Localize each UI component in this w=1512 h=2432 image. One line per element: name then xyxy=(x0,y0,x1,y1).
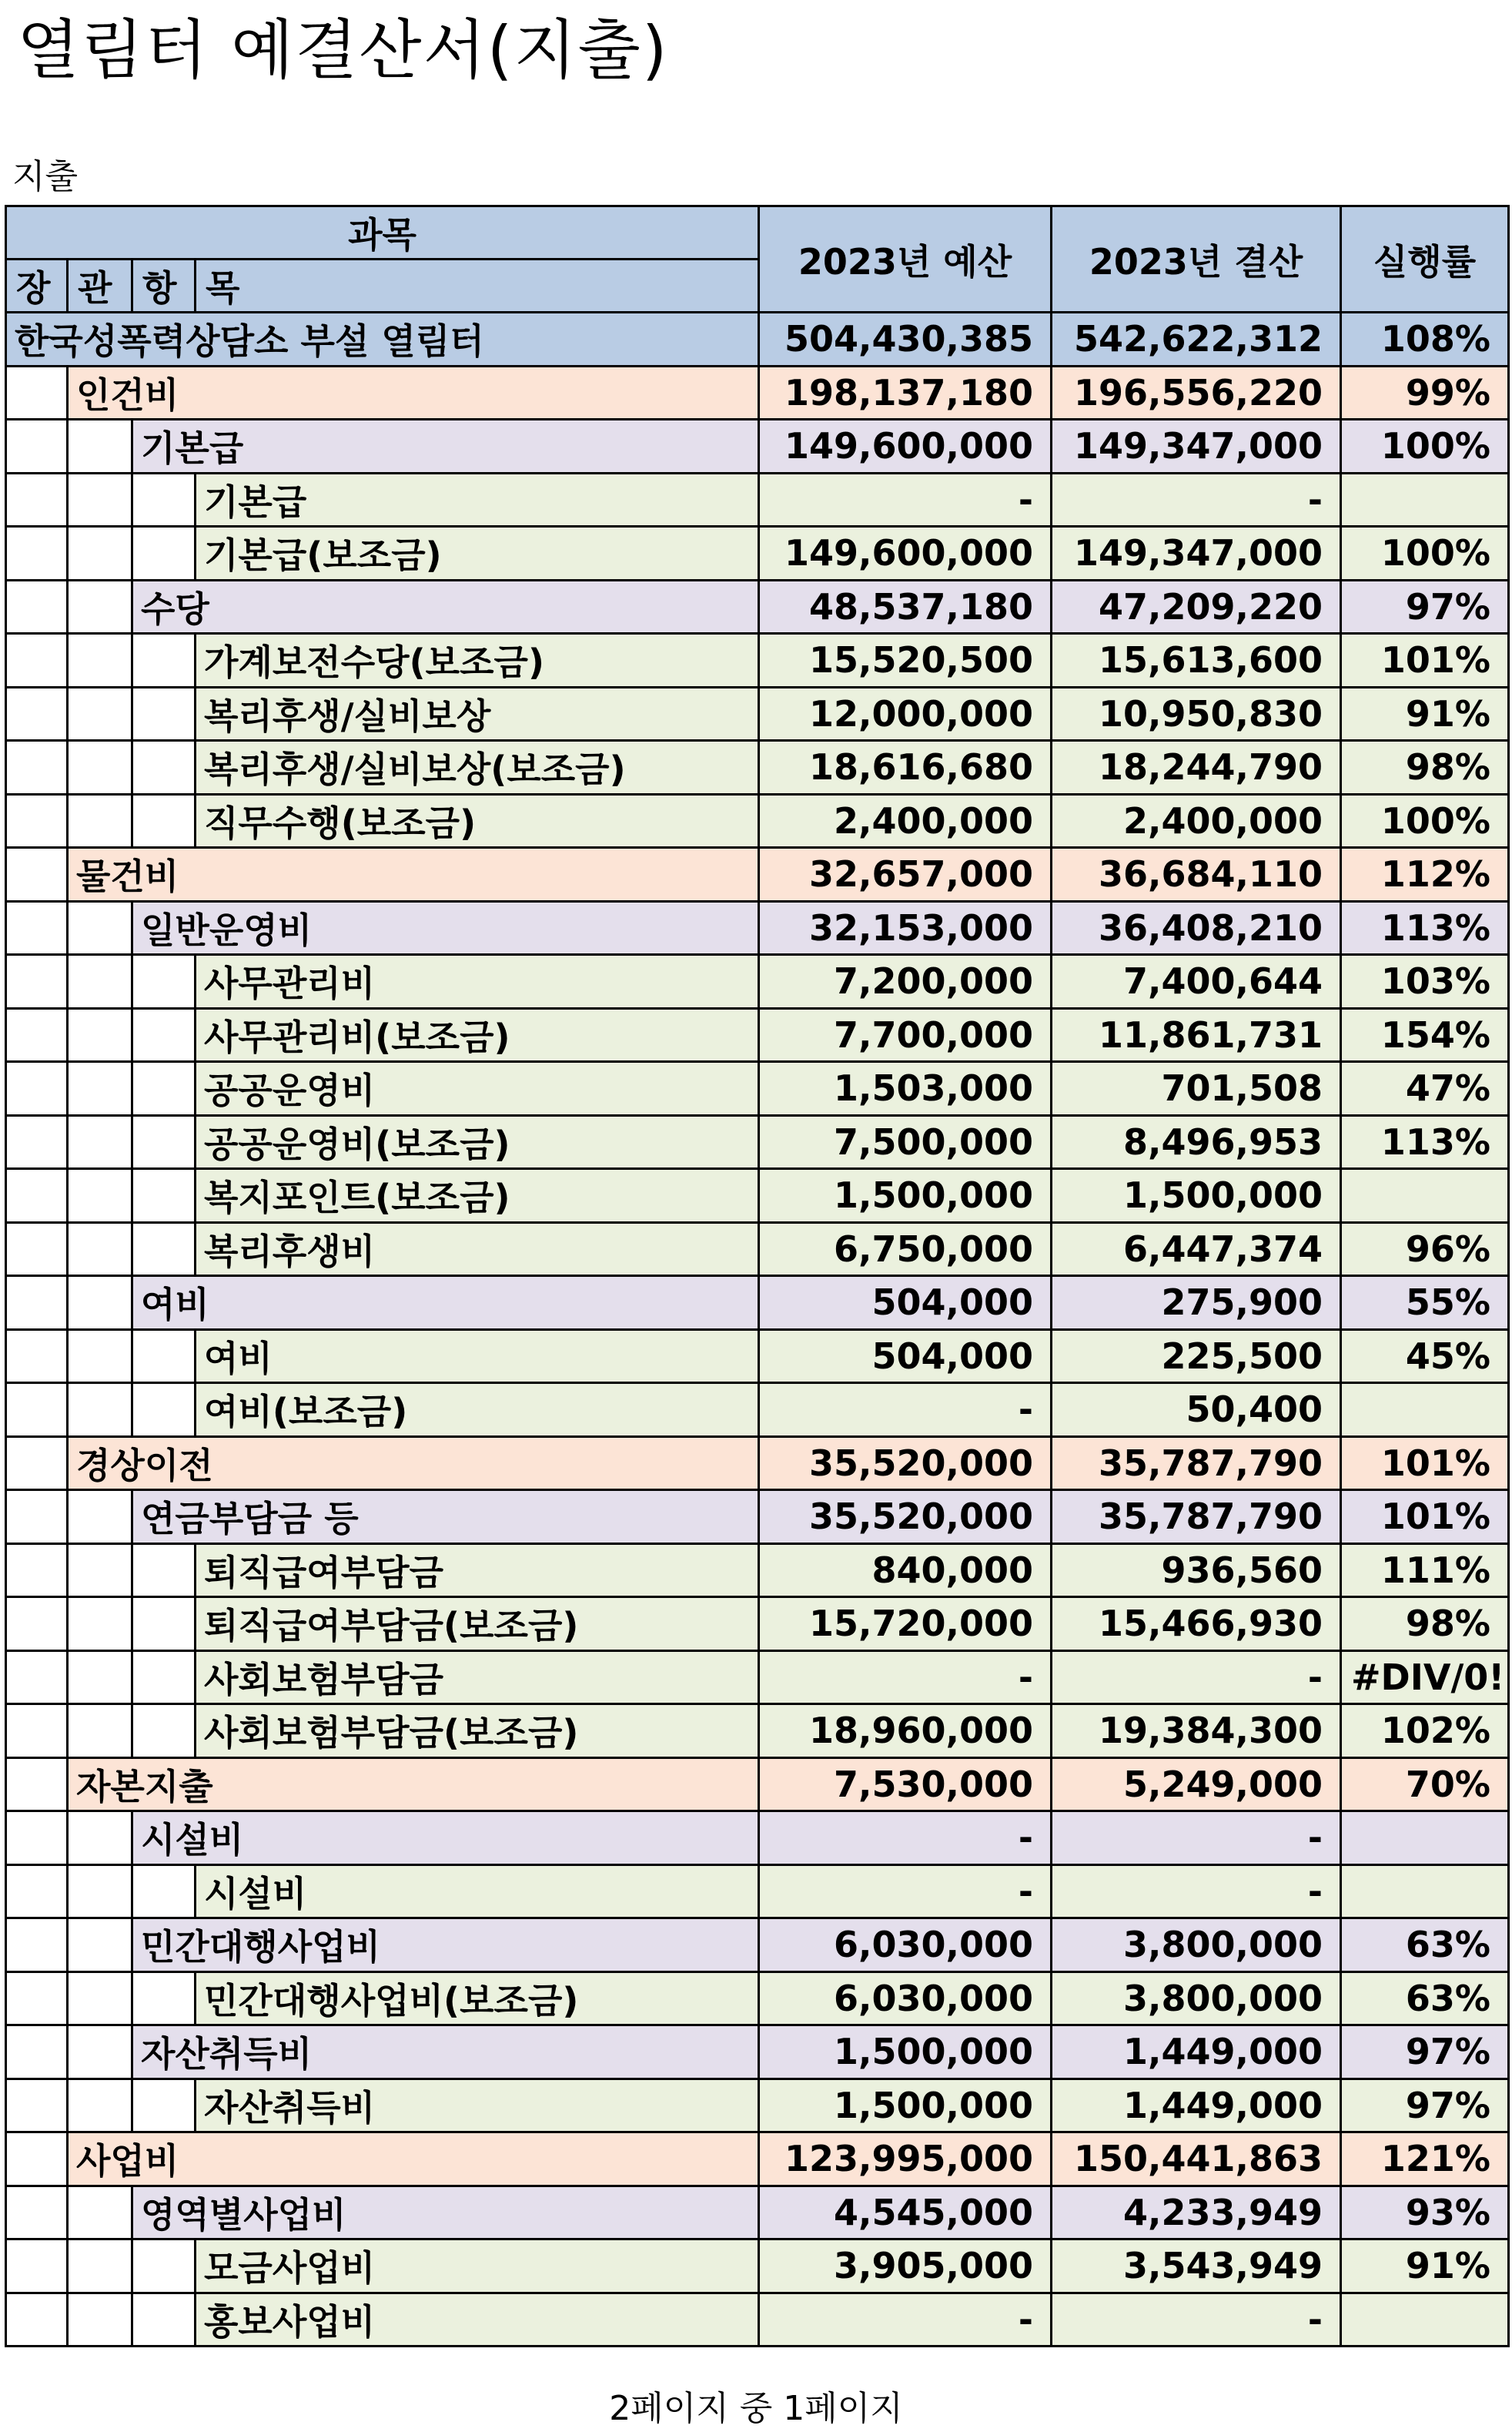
page-title: 열림터 예결산서(지출) xyxy=(17,12,669,88)
settlement-value: - xyxy=(1052,2293,1341,2347)
indent-cell xyxy=(68,1115,132,1169)
indent-cell xyxy=(68,2186,132,2239)
indent-cell xyxy=(68,1383,132,1437)
indent-cell xyxy=(6,1329,68,1383)
budget-value: 3,905,000 xyxy=(759,2239,1052,2293)
indent-cell xyxy=(132,1008,196,1062)
indent-cell xyxy=(68,1971,132,2025)
table-row xyxy=(6,1864,1509,1918)
execution-rate: 108% xyxy=(1341,313,1509,367)
account-name: 복리후생비 xyxy=(196,1222,759,1276)
settlement-value: - xyxy=(1052,1864,1341,1918)
indent-cell xyxy=(6,741,68,795)
indent-cell xyxy=(6,634,68,688)
indent-cell xyxy=(132,741,196,795)
indent-cell xyxy=(6,2132,68,2186)
settlement-value: 5,249,000 xyxy=(1052,1757,1341,1811)
table-row xyxy=(6,1704,1509,1758)
table-row xyxy=(6,1115,1509,1169)
table-row xyxy=(6,366,1509,420)
settlement-value: 150,441,863 xyxy=(1052,2132,1341,2186)
table-row xyxy=(6,1436,1509,1490)
execution-rate xyxy=(1341,1864,1509,1918)
account-name: 일반운영비 xyxy=(132,901,759,955)
settlement-value: 36,684,110 xyxy=(1052,848,1341,902)
budget-header: 2023년 예산 xyxy=(759,206,1052,313)
budget-table-body xyxy=(6,313,1509,2347)
indent-cell xyxy=(68,1222,132,1276)
budget-value: 32,153,000 xyxy=(759,901,1052,955)
settlement-value: 50,400 xyxy=(1052,1383,1341,1437)
budget-value: 18,616,680 xyxy=(759,741,1052,795)
account-name: 퇴직급여부담금 xyxy=(196,1543,759,1597)
table-row xyxy=(6,2293,1509,2347)
budget-value: 7,530,000 xyxy=(759,1757,1052,1811)
account-name: 사무관리비 xyxy=(196,955,759,1009)
indent-cell xyxy=(6,2239,68,2293)
indent-cell xyxy=(132,1597,196,1651)
table-row xyxy=(6,2025,1509,2079)
account-name: 기본급(보조금) xyxy=(196,527,759,581)
indent-cell xyxy=(132,2079,196,2132)
account-name: 민간대행사업비 xyxy=(132,1918,759,1972)
indent-cell xyxy=(6,1490,68,1544)
indent-cell xyxy=(6,2186,68,2239)
indent-cell xyxy=(132,1543,196,1597)
account-name: 퇴직급여부담금(보조금) xyxy=(196,1597,759,1651)
indent-cell xyxy=(132,1062,196,1116)
account-name: 인건비 xyxy=(68,366,759,420)
jang-header: 장 xyxy=(6,260,68,313)
account-name: 시설비 xyxy=(132,1811,759,1865)
indent-cell xyxy=(6,1115,68,1169)
indent-cell xyxy=(6,1811,68,1865)
indent-cell xyxy=(6,1918,68,1972)
settlement-value: 542,622,312 xyxy=(1052,313,1341,367)
budget-value: - xyxy=(759,1864,1052,1918)
budget-value: - xyxy=(759,1650,1052,1704)
execution-rate: 63% xyxy=(1341,1971,1509,2025)
indent-cell xyxy=(68,1276,132,1330)
table-row xyxy=(6,1062,1509,1116)
execution-rate: 98% xyxy=(1341,741,1509,795)
budget-value: 6,030,000 xyxy=(759,1918,1052,1972)
indent-cell xyxy=(68,1918,132,1972)
table-row xyxy=(6,2132,1509,2186)
indent-cell xyxy=(132,1329,196,1383)
indent-cell xyxy=(68,955,132,1009)
settlement-value: 19,384,300 xyxy=(1052,1704,1341,1758)
execution-rate: 63% xyxy=(1341,1918,1509,1972)
indent-cell xyxy=(6,2079,68,2132)
settlement-value: 2,400,000 xyxy=(1052,794,1341,848)
settlement-value: 1,500,000 xyxy=(1052,1169,1341,1223)
table-row xyxy=(6,634,1509,688)
rate-header: 실행률 xyxy=(1341,206,1509,313)
execution-rate: 97% xyxy=(1341,2025,1509,2079)
table-row xyxy=(6,1543,1509,1597)
budget-value: - xyxy=(759,1383,1052,1437)
settlement-value: 149,347,000 xyxy=(1052,420,1341,474)
indent-cell xyxy=(68,527,132,581)
execution-rate: 91% xyxy=(1341,687,1509,741)
indent-cell xyxy=(68,794,132,848)
account-name: 시설비 xyxy=(196,1864,759,1918)
table-row xyxy=(6,848,1509,902)
execution-rate: 55% xyxy=(1341,1276,1509,1330)
gwan-header: 관 xyxy=(68,260,132,313)
budget-value: 1,500,000 xyxy=(759,2025,1052,2079)
account-name: 직무수행(보조금) xyxy=(196,794,759,848)
table-row xyxy=(6,1490,1509,1544)
settlement-value: - xyxy=(1052,473,1341,527)
budget-value: - xyxy=(759,2293,1052,2347)
indent-cell xyxy=(6,1383,68,1437)
settlement-value: - xyxy=(1052,1811,1341,1865)
indent-cell xyxy=(132,1650,196,1704)
account-name: 여비 xyxy=(132,1276,759,1330)
execution-rate: #DIV/0! xyxy=(1341,1650,1509,1704)
account-name: 수당 xyxy=(132,580,759,634)
table-row xyxy=(6,1918,1509,1972)
indent-cell xyxy=(68,1811,132,1865)
table-row xyxy=(6,901,1509,955)
indent-cell xyxy=(68,2239,132,2293)
indent-cell xyxy=(68,741,132,795)
budget-value: 6,030,000 xyxy=(759,1971,1052,2025)
execution-rate: 121% xyxy=(1341,2132,1509,2186)
execution-rate: 96% xyxy=(1341,1222,1509,1276)
table-row xyxy=(6,794,1509,848)
indent-cell xyxy=(6,901,68,955)
account-name: 복리후생/실비보상 xyxy=(196,687,759,741)
budget-value: 4,545,000 xyxy=(759,2186,1052,2239)
indent-cell xyxy=(132,1864,196,1918)
indent-cell xyxy=(6,580,68,634)
settlement-value: 36,408,210 xyxy=(1052,901,1341,955)
account-name: 홍보사업비 xyxy=(196,2293,759,2347)
execution-rate: 101% xyxy=(1341,1436,1509,1490)
settlement-value: 225,500 xyxy=(1052,1329,1341,1383)
execution-rate: 100% xyxy=(1341,794,1509,848)
settlement-value: 275,900 xyxy=(1052,1276,1341,1330)
indent-cell xyxy=(6,1704,68,1758)
indent-cell xyxy=(68,1864,132,1918)
settlement-value: 7,400,644 xyxy=(1052,955,1341,1009)
settlement-value: 3,800,000 xyxy=(1052,1971,1341,2025)
indent-cell xyxy=(68,687,132,741)
table-row xyxy=(6,1971,1509,2025)
account-name: 영역별사업비 xyxy=(132,2186,759,2239)
table-row xyxy=(6,1222,1509,1276)
indent-cell xyxy=(68,580,132,634)
table-row xyxy=(6,1329,1509,1383)
execution-rate: 97% xyxy=(1341,580,1509,634)
indent-cell xyxy=(6,1276,68,1330)
settlement-header: 2023년 결산 xyxy=(1052,206,1341,313)
settlement-value: 196,556,220 xyxy=(1052,366,1341,420)
budget-value: 15,720,000 xyxy=(759,1597,1052,1651)
indent-cell xyxy=(6,1864,68,1918)
indent-cell xyxy=(68,1490,132,1544)
account-name: 자본지출 xyxy=(68,1757,759,1811)
table-row xyxy=(6,527,1509,581)
execution-rate: 45% xyxy=(1341,1329,1509,1383)
account-name: 사무관리비(보조금) xyxy=(196,1008,759,1062)
section-label: 지출 xyxy=(12,157,79,196)
indent-cell xyxy=(132,1222,196,1276)
indent-cell xyxy=(6,1543,68,1597)
indent-cell xyxy=(68,1704,132,1758)
table-row xyxy=(6,2186,1509,2239)
execution-rate: 97% xyxy=(1341,2079,1509,2132)
table-row xyxy=(6,687,1509,741)
budget-value: 840,000 xyxy=(759,1543,1052,1597)
execution-rate: 101% xyxy=(1341,1490,1509,1544)
account-name: 연금부담금 등 xyxy=(132,1490,759,1544)
table-row xyxy=(6,473,1509,527)
budget-value: - xyxy=(759,1811,1052,1865)
indent-cell xyxy=(68,1597,132,1651)
budget-value: 198,137,180 xyxy=(759,366,1052,420)
settlement-value: 4,233,949 xyxy=(1052,2186,1341,2239)
budget-value: 7,200,000 xyxy=(759,955,1052,1009)
execution-rate: 112% xyxy=(1341,848,1509,902)
indent-cell xyxy=(132,2239,196,2293)
indent-cell xyxy=(6,1597,68,1651)
account-name: 기본급 xyxy=(132,420,759,474)
table-row xyxy=(6,1597,1509,1651)
settlement-value: 1,449,000 xyxy=(1052,2079,1341,2132)
budget-value: 7,500,000 xyxy=(759,1115,1052,1169)
execution-rate: 101% xyxy=(1341,634,1509,688)
account-name: 사업비 xyxy=(68,2132,759,2186)
account-name: 기본급 xyxy=(196,473,759,527)
indent-cell xyxy=(68,1062,132,1116)
execution-rate xyxy=(1341,2293,1509,2347)
indent-cell xyxy=(132,634,196,688)
indent-cell xyxy=(68,1008,132,1062)
budget-value: 504,000 xyxy=(759,1329,1052,1383)
table-row xyxy=(6,1383,1509,1437)
account-name: 한국성폭력상담소 부설 열림터 xyxy=(6,313,759,367)
indent-cell xyxy=(6,1436,68,1490)
account-name: 자산취득비 xyxy=(196,2079,759,2132)
execution-rate: 113% xyxy=(1341,901,1509,955)
budget-value: 504,000 xyxy=(759,1276,1052,1330)
budget-value: 123,995,000 xyxy=(759,2132,1052,2186)
table-row xyxy=(6,1276,1509,1330)
indent-cell xyxy=(68,634,132,688)
settlement-value: 936,560 xyxy=(1052,1543,1341,1597)
execution-rate: 111% xyxy=(1341,1543,1509,1597)
indent-cell xyxy=(6,1222,68,1276)
execution-rate: 93% xyxy=(1341,2186,1509,2239)
indent-cell xyxy=(68,2293,132,2347)
settlement-value: 10,950,830 xyxy=(1052,687,1341,741)
budget-value: 48,537,180 xyxy=(759,580,1052,634)
indent-cell xyxy=(132,2293,196,2347)
table-row xyxy=(6,580,1509,634)
settlement-value: 35,787,790 xyxy=(1052,1436,1341,1490)
indent-cell xyxy=(6,420,68,474)
account-name: 모금사업비 xyxy=(196,2239,759,2293)
indent-cell xyxy=(6,1650,68,1704)
indent-cell xyxy=(132,687,196,741)
indent-cell xyxy=(6,1008,68,1062)
execution-rate: 99% xyxy=(1341,366,1509,420)
account-name: 사회보험부담금(보조금) xyxy=(196,1704,759,1758)
table-row xyxy=(6,2079,1509,2132)
account-name: 물건비 xyxy=(68,848,759,902)
execution-rate xyxy=(1341,1383,1509,1437)
execution-rate xyxy=(1341,473,1509,527)
account-name: 가계보전수당(보조금) xyxy=(196,634,759,688)
budget-value: 6,750,000 xyxy=(759,1222,1052,1276)
settlement-value: - xyxy=(1052,1650,1341,1704)
table-row xyxy=(6,420,1509,474)
settlement-value: 3,800,000 xyxy=(1052,1918,1341,1972)
budget-value: 35,520,000 xyxy=(759,1436,1052,1490)
page-footer: 2페이지 중 1페이지 xyxy=(609,2389,903,2428)
indent-cell xyxy=(68,420,132,474)
table-row xyxy=(6,1757,1509,1811)
account-name: 여비(보조금) xyxy=(196,1383,759,1437)
budget-value: 1,500,000 xyxy=(759,1169,1052,1223)
budget-value: 2,400,000 xyxy=(759,794,1052,848)
account-name: 복지포인트(보조금) xyxy=(196,1169,759,1223)
budget-value: 149,600,000 xyxy=(759,527,1052,581)
budget-value: 1,500,000 xyxy=(759,2079,1052,2132)
execution-rate: 103% xyxy=(1341,955,1509,1009)
account-name: 복리후생/실비보상(보조금) xyxy=(196,741,759,795)
settlement-value: 15,466,930 xyxy=(1052,1597,1341,1651)
indent-cell xyxy=(132,1383,196,1437)
execution-rate: 70% xyxy=(1341,1757,1509,1811)
settlement-value: 149,347,000 xyxy=(1052,527,1341,581)
settlement-value: 47,209,220 xyxy=(1052,580,1341,634)
hang-header: 항 xyxy=(132,260,196,313)
settlement-value: 8,496,953 xyxy=(1052,1115,1341,1169)
budget-value: 35,520,000 xyxy=(759,1490,1052,1544)
account-name: 경상이전 xyxy=(68,1436,759,1490)
indent-cell xyxy=(6,473,68,527)
indent-cell xyxy=(68,1650,132,1704)
indent-cell xyxy=(6,1169,68,1223)
indent-cell xyxy=(132,1115,196,1169)
settlement-value: 6,447,374 xyxy=(1052,1222,1341,1276)
settlement-value: 1,449,000 xyxy=(1052,2025,1341,2079)
indent-cell xyxy=(132,794,196,848)
indent-cell xyxy=(6,1757,68,1811)
indent-cell xyxy=(6,1971,68,2025)
indent-cell xyxy=(6,794,68,848)
indent-cell xyxy=(68,1169,132,1223)
table-row xyxy=(6,741,1509,795)
account-name: 자산취득비 xyxy=(132,2025,759,2079)
budget-value: 1,503,000 xyxy=(759,1062,1052,1116)
indent-cell xyxy=(6,2293,68,2347)
settlement-value: 35,787,790 xyxy=(1052,1490,1341,1544)
budget-value: 149,600,000 xyxy=(759,420,1052,474)
indent-cell xyxy=(132,1971,196,2025)
execution-rate: 102% xyxy=(1341,1704,1509,1758)
execution-rate: 47% xyxy=(1341,1062,1509,1116)
subject-header: 과목 xyxy=(6,206,759,260)
indent-cell xyxy=(132,1169,196,1223)
execution-rate: 100% xyxy=(1341,420,1509,474)
settlement-value: 18,244,790 xyxy=(1052,741,1341,795)
execution-rate xyxy=(1341,1169,1509,1223)
budget-table xyxy=(5,205,1510,2347)
indent-cell xyxy=(68,1543,132,1597)
account-name: 사회보험부담금 xyxy=(196,1650,759,1704)
indent-cell xyxy=(6,687,68,741)
account-name: 공공운영비 xyxy=(196,1062,759,1116)
budget-value: 32,657,000 xyxy=(759,848,1052,902)
indent-cell xyxy=(132,955,196,1009)
indent-cell xyxy=(68,1329,132,1383)
table-row xyxy=(6,1650,1509,1704)
indent-cell xyxy=(68,2079,132,2132)
settlement-value: 11,861,731 xyxy=(1052,1008,1341,1062)
table-row xyxy=(6,1811,1509,1865)
indent-cell xyxy=(132,473,196,527)
table-row xyxy=(6,1169,1509,1223)
indent-cell xyxy=(6,848,68,902)
table-row xyxy=(6,313,1509,367)
account-name: 공공운영비(보조금) xyxy=(196,1115,759,1169)
settlement-value: 701,508 xyxy=(1052,1062,1341,1116)
indent-cell xyxy=(6,955,68,1009)
execution-rate: 100% xyxy=(1341,527,1509,581)
budget-value: 12,000,000 xyxy=(759,687,1052,741)
execution-rate: 154% xyxy=(1341,1008,1509,1062)
account-name: 민간대행사업비(보조금) xyxy=(196,1971,759,2025)
budget-value: - xyxy=(759,473,1052,527)
indent-cell xyxy=(6,366,68,420)
execution-rate: 113% xyxy=(1341,1115,1509,1169)
indent-cell xyxy=(68,901,132,955)
indent-cell xyxy=(6,2025,68,2079)
indent-cell xyxy=(68,473,132,527)
indent-cell xyxy=(132,1704,196,1758)
account-name: 여비 xyxy=(196,1329,759,1383)
indent-cell xyxy=(132,527,196,581)
indent-cell xyxy=(6,527,68,581)
settlement-value: 3,543,949 xyxy=(1052,2239,1341,2293)
table-row xyxy=(6,1008,1509,1062)
execution-rate: 98% xyxy=(1341,1597,1509,1651)
execution-rate xyxy=(1341,1811,1509,1865)
table-row xyxy=(6,955,1509,1009)
indent-cell xyxy=(6,1062,68,1116)
budget-value: 504,430,385 xyxy=(759,313,1052,367)
indent-cell xyxy=(68,2025,132,2079)
mok-header: 목 xyxy=(196,260,759,313)
budget-value: 18,960,000 xyxy=(759,1704,1052,1758)
table-row xyxy=(6,2239,1509,2293)
budget-value: 7,700,000 xyxy=(759,1008,1052,1062)
settlement-value: 15,613,600 xyxy=(1052,634,1341,688)
budget-value: 15,520,500 xyxy=(759,634,1052,688)
execution-rate: 91% xyxy=(1341,2239,1509,2293)
